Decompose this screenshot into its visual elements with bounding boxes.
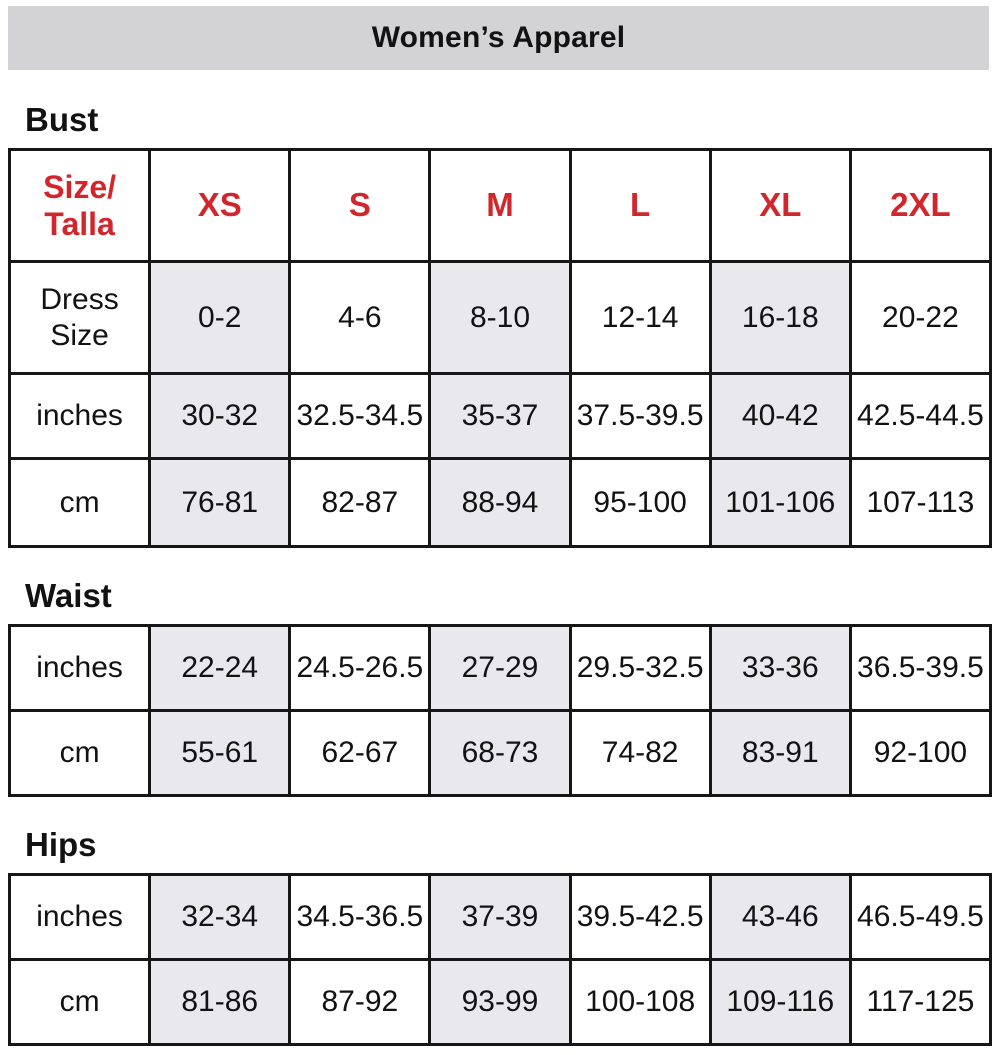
- chart-title: Women’s Apparel: [371, 21, 626, 54]
- size-header-row: [10, 150, 991, 262]
- table-row-waist-cm: [10, 711, 991, 796]
- size-label-line2: Talla: [44, 205, 115, 242]
- table-row-waist-inches: [10, 626, 991, 711]
- section-heading-bust: Bust: [25, 101, 99, 138]
- table-cell: 34.5-36.5: [290, 875, 430, 960]
- bust-size-table: [8, 148, 992, 548]
- size-header-xl: XL: [710, 150, 850, 262]
- table-cell: 36.5-39.5: [850, 626, 990, 711]
- table-cell: 39.5-42.5: [570, 875, 710, 960]
- row-label: cm: [10, 459, 150, 547]
- table-cell: 33-36: [710, 626, 850, 711]
- table-cell: 92-100: [850, 711, 990, 796]
- table-cell: 35-37: [430, 374, 570, 459]
- size-label-line1: Size/: [43, 168, 117, 205]
- size-header-s: S: [290, 150, 430, 262]
- table-row-hips-inches: [10, 875, 991, 960]
- table-cell: 43-46: [710, 875, 850, 960]
- table-row-bust-inches: [10, 374, 991, 459]
- table-cell: 101-106: [710, 459, 850, 547]
- table-cell: 37.5-39.5: [570, 374, 710, 459]
- table-cell: 95-100: [570, 459, 710, 547]
- table-cell: 22-24: [150, 626, 290, 711]
- table-cell: 81-86: [150, 960, 290, 1045]
- table-cell: 27-29: [430, 626, 570, 711]
- table-cell: 20-22: [850, 262, 990, 374]
- row-label: inches: [10, 374, 150, 459]
- row-label: Dress Size: [10, 262, 150, 374]
- table-cell: 82-87: [290, 459, 430, 547]
- table-cell: 4-6: [290, 262, 430, 374]
- table-cell: 107-113: [850, 459, 990, 547]
- table-cell: 24.5-26.5: [290, 626, 430, 711]
- size-header-2xl: 2XL: [850, 150, 990, 262]
- table-cell: 87-92: [290, 960, 430, 1045]
- table-cell: 42.5-44.5: [850, 374, 990, 459]
- table-cell: 8-10: [430, 262, 570, 374]
- row-label: cm: [10, 960, 150, 1045]
- table-cell: 29.5-32.5: [570, 626, 710, 711]
- table-cell: 62-67: [290, 711, 430, 796]
- table-cell: 37-39: [430, 875, 570, 960]
- table-cell: 88-94: [430, 459, 570, 547]
- size-header-l: L: [570, 150, 710, 262]
- row-label: inches: [10, 875, 150, 960]
- table-cell: 46.5-49.5: [850, 875, 990, 960]
- table-cell: 16-18: [710, 262, 850, 374]
- waist-size-table: [8, 624, 992, 797]
- table-cell: 40-42: [710, 374, 850, 459]
- table-cell: 117-125: [850, 960, 990, 1045]
- table-row-dress-size: [10, 262, 991, 374]
- row-label: inches: [10, 626, 150, 711]
- table-cell: 83-91: [710, 711, 850, 796]
- section-heading-waist: Waist: [25, 577, 112, 614]
- chart-title-banner: [8, 6, 989, 70]
- size-header-xs: XS: [150, 150, 290, 262]
- table-cell: 12-14: [570, 262, 710, 374]
- table-cell: 30-32: [150, 374, 290, 459]
- table-row-bust-cm: [10, 459, 991, 547]
- table-cell: 55-61: [150, 711, 290, 796]
- table-cell: 74-82: [570, 711, 710, 796]
- table-cell: 109-116: [710, 960, 850, 1045]
- table-cell: 32-34: [150, 875, 290, 960]
- table-row-hips-cm: [10, 960, 991, 1045]
- table-cell: 93-99: [430, 960, 570, 1045]
- table-cell: 32.5-34.5: [290, 374, 430, 459]
- table-cell: 68-73: [430, 711, 570, 796]
- row-label: cm: [10, 711, 150, 796]
- section-heading-hips: Hips: [25, 826, 97, 863]
- table-cell: 100-108: [570, 960, 710, 1045]
- size-header-m: M: [430, 150, 570, 262]
- hips-size-table: [8, 873, 992, 1046]
- table-cell: 76-81: [150, 459, 290, 547]
- size-talla-header-cell: [10, 150, 150, 262]
- table-cell: 0-2: [150, 262, 290, 374]
